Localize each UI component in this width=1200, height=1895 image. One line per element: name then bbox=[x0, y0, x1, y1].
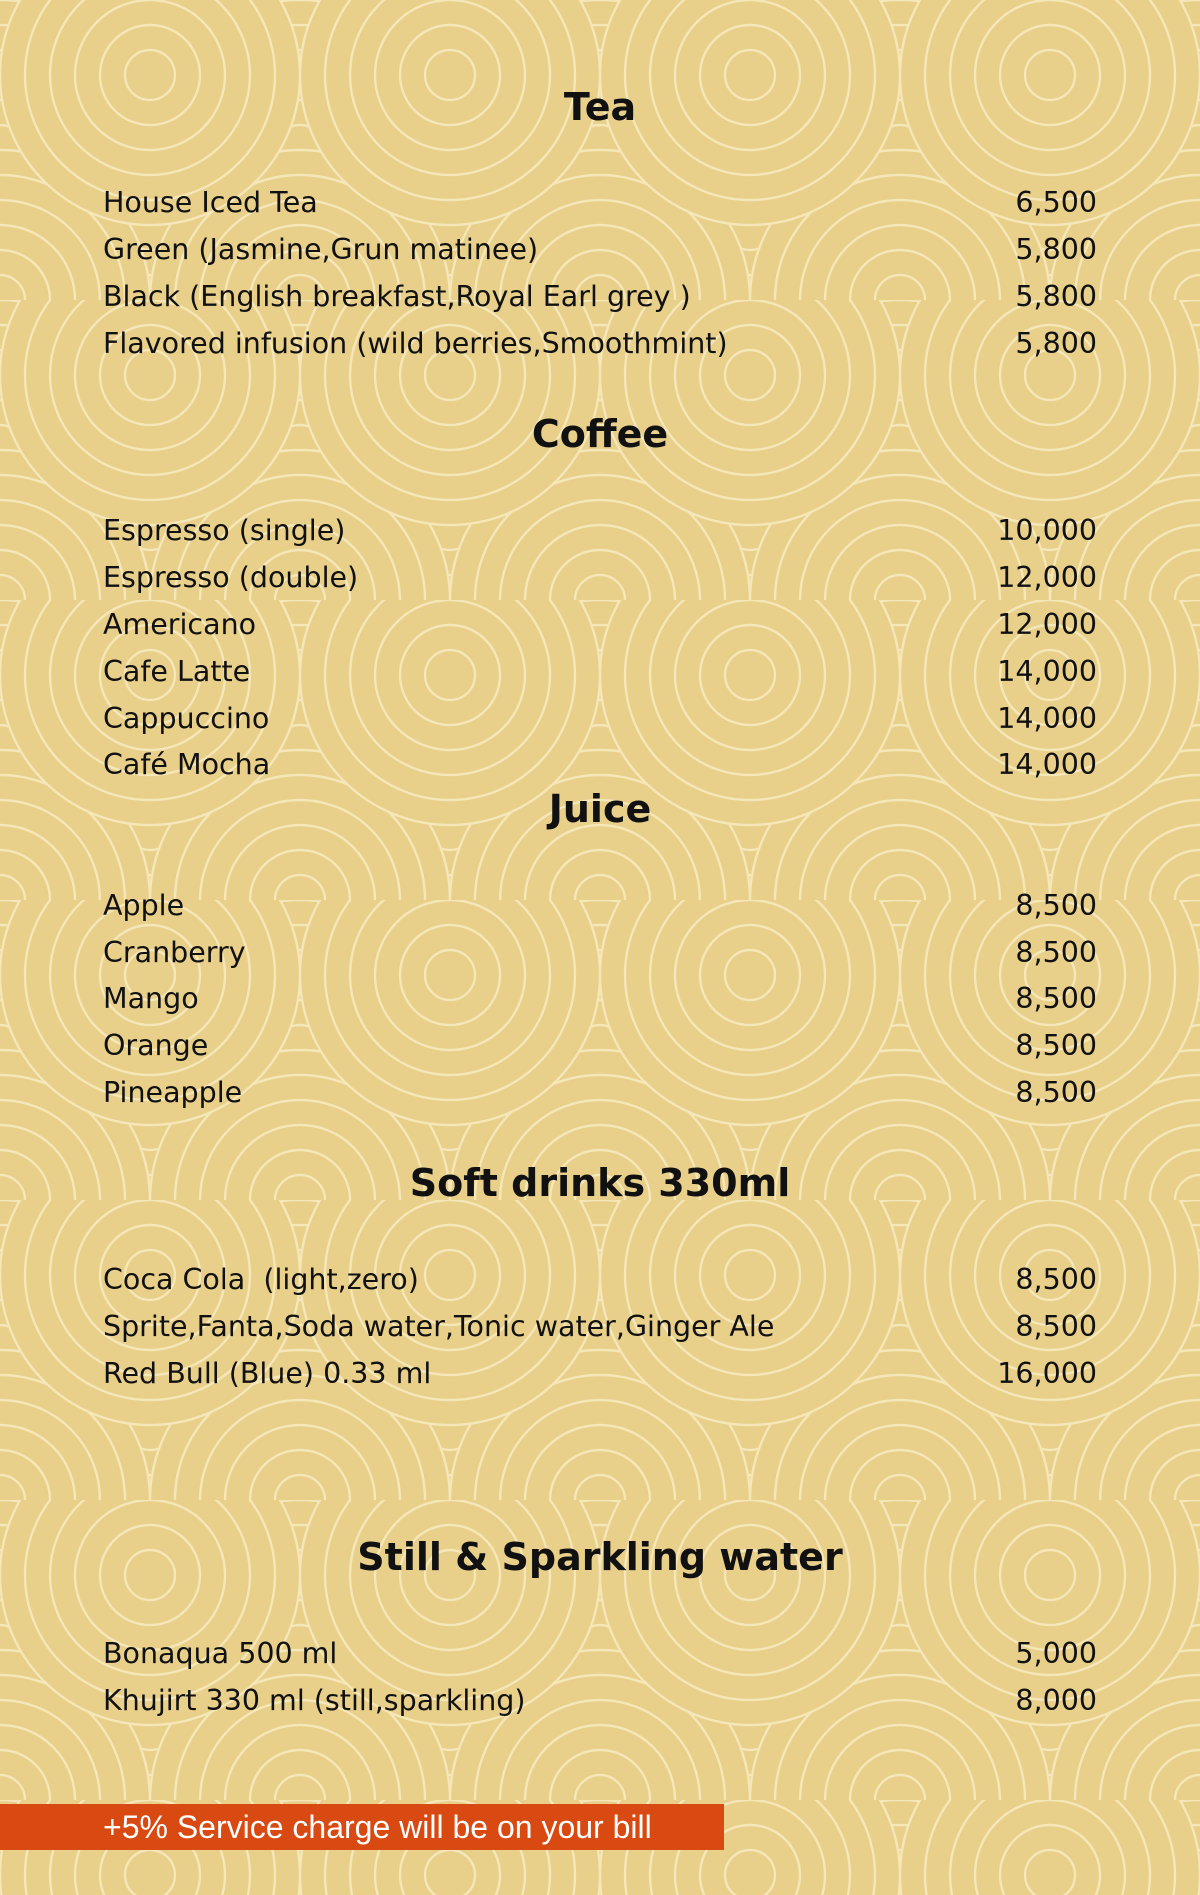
item-name: Cappuccino bbox=[103, 702, 270, 735]
menu-item-sprite-fanta bbox=[103, 1304, 1097, 1350]
item-price: 5,800 bbox=[1015, 280, 1097, 313]
item-name: Cranberry bbox=[103, 936, 246, 969]
menu-item-cranberry bbox=[103, 930, 1097, 976]
item-name: Orange bbox=[103, 1029, 209, 1062]
item-price: 8,500 bbox=[1015, 1263, 1097, 1296]
menu-item-green-tea bbox=[103, 227, 1097, 273]
item-price: 12,000 bbox=[997, 561, 1097, 594]
item-price: 8,500 bbox=[1015, 1310, 1097, 1343]
menu-item-orange bbox=[103, 1023, 1097, 1069]
item-price: 6,500 bbox=[1015, 186, 1097, 219]
menu-item-americano bbox=[103, 602, 1097, 648]
item-name: Cafe Latte bbox=[103, 655, 251, 688]
item-price: 8,500 bbox=[1015, 889, 1097, 922]
menu-item-bonaqua bbox=[103, 1631, 1097, 1677]
item-price: 5,800 bbox=[1015, 233, 1097, 266]
item-name: Flavored infusion (wild berries,Smoothmint) bbox=[103, 327, 728, 360]
item-price: 12,000 bbox=[997, 608, 1097, 641]
menu-item-khujirt bbox=[103, 1678, 1097, 1724]
item-price: 14,000 bbox=[997, 655, 1097, 688]
menu-item-house-iced-tea bbox=[103, 180, 1097, 226]
item-price: 5,800 bbox=[1015, 327, 1097, 360]
item-name: Sprite,Fanta,Soda water,Tonic water,Ginger Ale bbox=[103, 1310, 775, 1343]
menu-item-mango bbox=[103, 976, 1097, 1022]
item-name: Café Mocha bbox=[103, 748, 271, 781]
menu-item-pineapple bbox=[103, 1070, 1097, 1116]
menu-item-espresso-single bbox=[103, 508, 1097, 554]
item-price: 16,000 bbox=[997, 1357, 1097, 1390]
item-price: 8,500 bbox=[1015, 982, 1097, 1015]
item-name: Khujirt 330 ml (still,sparkling) bbox=[103, 1684, 526, 1717]
item-price: 5,000 bbox=[1015, 1637, 1097, 1670]
section-title-soft-drinks: Soft drinks 330ml bbox=[409, 1161, 791, 1205]
item-name: Black (English breakfast,Royal Earl grey ) bbox=[103, 280, 691, 313]
item-name: Espresso (double) bbox=[103, 561, 359, 594]
menu-item-cafe-latte bbox=[103, 649, 1097, 695]
section-title-juice: Juice bbox=[548, 787, 652, 831]
item-price: 8,500 bbox=[1015, 1029, 1097, 1062]
service-charge-banner: +5% Service charge will be on your bill bbox=[0, 1804, 724, 1850]
menu-item-cafe-mocha bbox=[103, 742, 1097, 788]
menu-item-apple bbox=[103, 883, 1097, 929]
item-price: 8,000 bbox=[1015, 1684, 1097, 1717]
item-price: 8,500 bbox=[1015, 1076, 1097, 1109]
item-name: Espresso (single) bbox=[103, 514, 346, 547]
menu-item-flavored-infusion bbox=[103, 321, 1097, 367]
section-title-water: Still & Sparkling water bbox=[357, 1535, 843, 1579]
menu-item-red-bull bbox=[103, 1351, 1097, 1397]
item-name: Americano bbox=[103, 608, 257, 641]
section-title-tea: Tea bbox=[563, 85, 637, 129]
item-price: 14,000 bbox=[997, 702, 1097, 735]
item-name: House Iced Tea bbox=[103, 186, 318, 219]
section-title-coffee: Coffee bbox=[531, 412, 669, 456]
item-price: 10,000 bbox=[997, 514, 1097, 547]
item-price: 14,000 bbox=[997, 748, 1097, 781]
item-name: Coca Cola (light,zero) bbox=[103, 1263, 419, 1296]
item-name: Red Bull (Blue) 0.33 ml bbox=[103, 1357, 432, 1390]
item-name: Pineapple bbox=[103, 1076, 243, 1109]
menu-item-coca-cola bbox=[103, 1257, 1097, 1303]
menu-item-espresso-double bbox=[103, 555, 1097, 601]
item-name: Apple bbox=[103, 889, 185, 922]
menu-item-cappuccino bbox=[103, 696, 1097, 742]
item-name: Mango bbox=[103, 982, 199, 1015]
menu-item-black-tea bbox=[103, 274, 1097, 320]
item-name: Green (Jasmine,Grun matinee) bbox=[103, 233, 539, 266]
item-name: Bonaqua 500 ml bbox=[103, 1637, 338, 1670]
item-price: 8,500 bbox=[1015, 936, 1097, 969]
